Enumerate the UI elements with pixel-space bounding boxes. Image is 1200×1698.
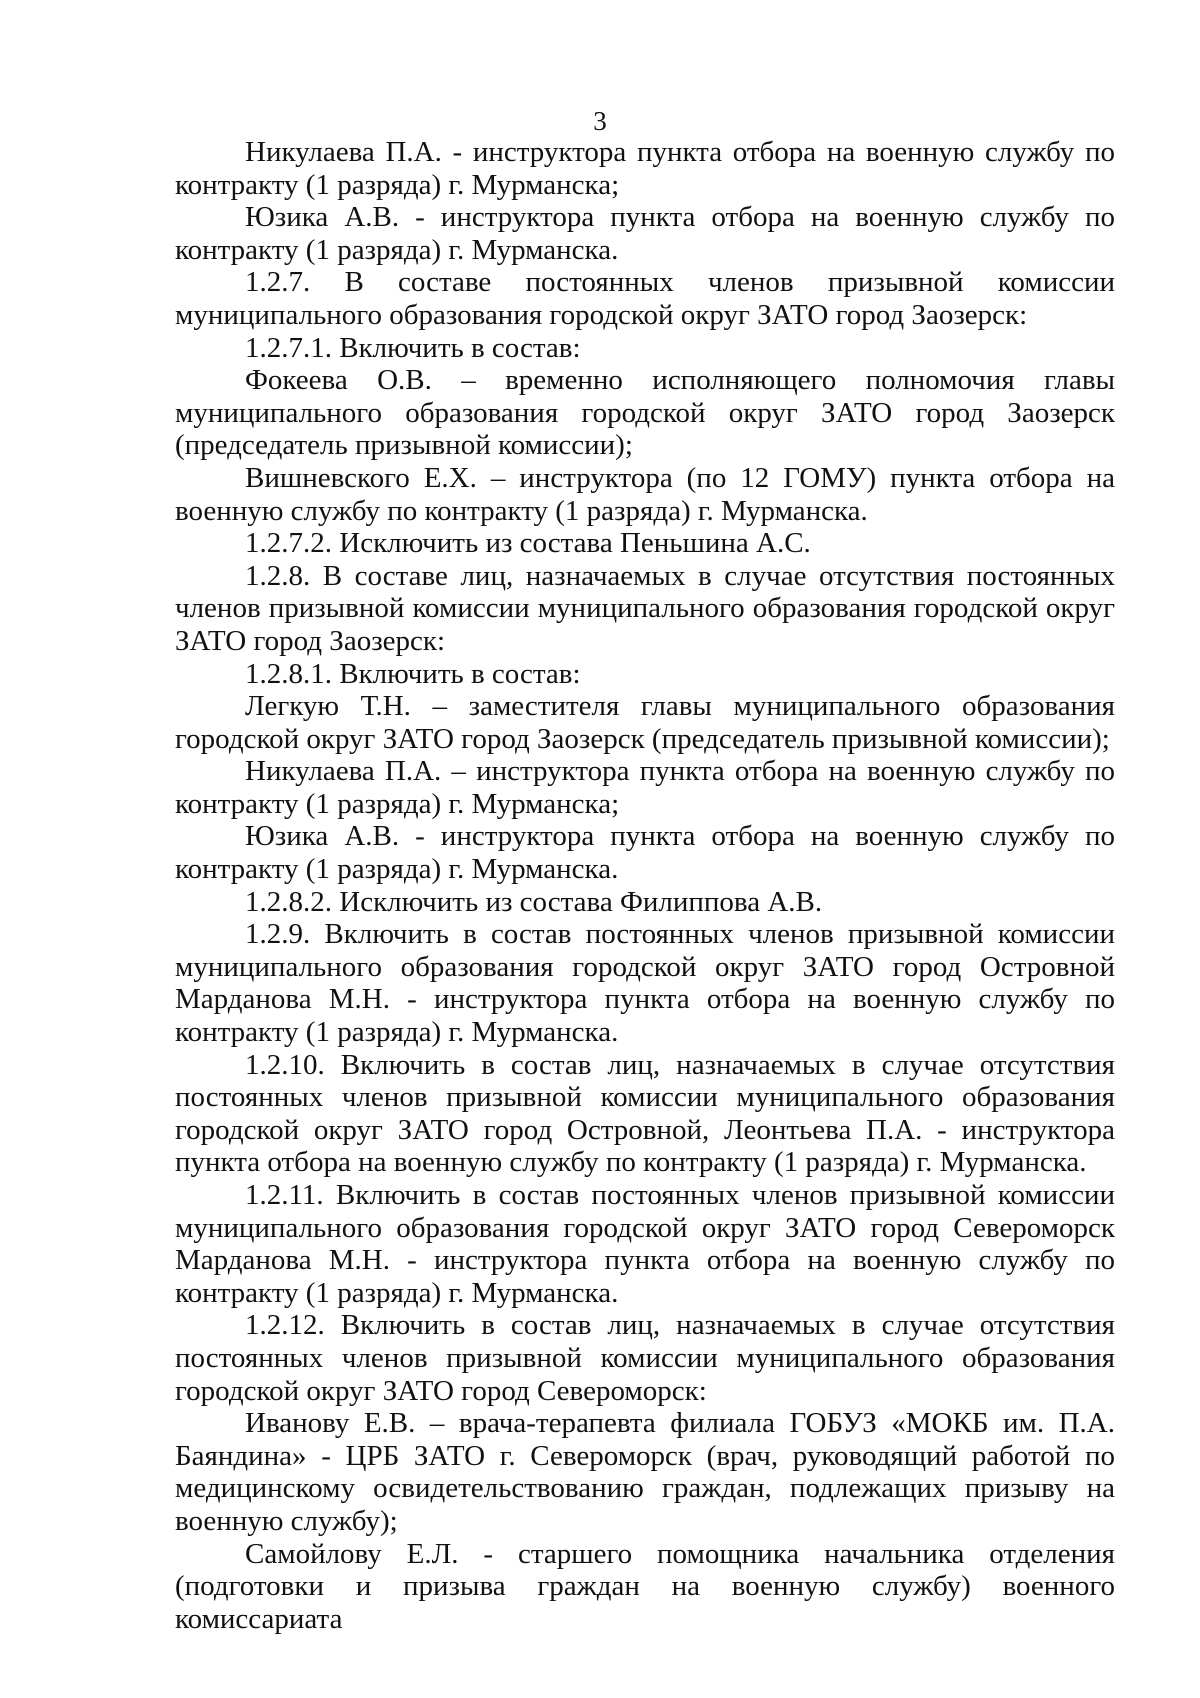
paragraph: 1.2.8.1. Включить в состав: — [245, 657, 581, 690]
paragraph: 1.2.7.1. Включить в состав: — [245, 331, 581, 364]
paragraph: Никулаева П.А. - инструктора пункта отбора на военную службу по контракту (1 разряда) г. Мурманска; — [175, 136, 1115, 201]
paragraph: 1.2.12. Включить в состав лиц, назначаемых в случае отсутствия постоянных членов призывной комиссии муниципального образования городской округ ЗАТО город Североморск: — [175, 1309, 1115, 1407]
paragraph: Никулаева П.А. – инструктора пункта отбора на военную службу по контракту (1 разряда) г. Мурманска; — [175, 755, 1115, 820]
paragraph: Юзика А.В. - инструктора пункта отбора на военную службу по контракту (1 разряда) г. Мурманска. — [175, 820, 1115, 886]
paragraph: 1.2.10. Включить в состав лиц, назначаемых в случае отсутствия постоянных членов призывной комиссии муниципального образования городской округ ЗАТО город Островной, Леонтьева П.А. - инструктора пункта отбора на военную службу по контракту (1 разряда) г. Мурманска. — [175, 1048, 1115, 1179]
paragraph: 1.2.7.2. Исключить из состава Пеньшина А.С. — [245, 527, 811, 560]
page-number: 3 — [593, 106, 607, 136]
document-body — [175, 136, 1115, 1635]
paragraph: 1.2.9. Включить в состав постоянных членов призывной комиссии муниципального образования городской округ ЗАТО город Островной Марданова М.Н. - инструктора пункта отбора на военную службу по контракту (1 разряда) г. Мурманска. — [175, 918, 1115, 1049]
paragraph: Иванову Е.В. – врача-терапевта филиала ГОБУЗ «МОКБ им. П.А. Баяндина» - ЦРБ ЗАТО г. Североморск (врач, руководящий работой по медицинскому освидетельствованию граждан, подлежащих призыву на военную службу); — [175, 1407, 1115, 1537]
paragraph: 1.2.7. В составе постоянных членов призывной комиссии муниципального образования городской округ ЗАТО город Заозерск: — [175, 266, 1115, 331]
paragraph: 1.2.8.2. Исключить из состава Филиппова А.В. — [245, 885, 823, 918]
paragraph: Фокеева О.В. – временно исполняющего полномочия главы муниципального образования городской округ ЗАТО город Заозерск (председатель призывной комиссии); — [175, 364, 1115, 462]
paragraph: Юзика А.В. - инструктора пункта отбора на военную службу по контракту (1 разряда) г. Мурманска. — [175, 201, 1115, 266]
paragraph: 1.2.8. В составе лиц, назначаемых в случае отсутствия постоянных членов призывной комиссии муниципального образования городской округ ЗАТО город Заозерск: — [175, 559, 1115, 657]
paragraph: Самойлову Е.Л. - старшего помощника начальника отделения (подготовки и призыва граждан на военную службу) военного комиссариата — [175, 1537, 1115, 1635]
paragraph: 1.2.11. Включить в состав постоянных членов призывной комиссии муниципального образования городской округ ЗАТО город Североморск Марданова М.Н. - инструктора пункта отбора на военную службу по контракту (1 разряда) г. Мурманска. — [175, 1179, 1115, 1309]
paragraph: Вишневского Е.Х. – инструктора (по 12 ГОМУ) пункта отбора на военную службу по контракту (1 разряда) г. Мурманска. — [175, 461, 1115, 527]
paragraph: Легкую Т.Н. – заместителя главы муниципального образования городской округ ЗАТО город Заозерск (председатель призывной комиссии); — [175, 690, 1115, 755]
